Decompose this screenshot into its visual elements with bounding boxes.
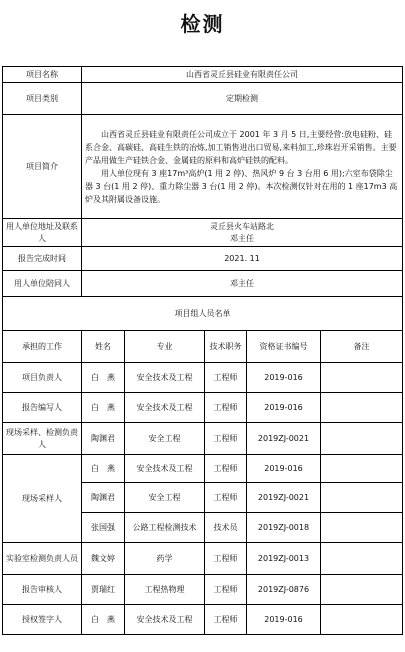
title-cell: 技术员 [205,513,247,543]
name-cell: 魏文婷 [82,543,125,575]
title-cell: 工程师 [205,575,247,605]
title-cell: 工程师 [205,605,247,635]
address-text: 灵丘县火车站路北 [210,221,275,231]
accompany-label: 用人单位陪同人 [3,271,82,297]
report-date-label: 报告完成时间 [3,247,82,271]
page-title: 检测 [180,12,225,36]
contact-text: 邓主任 [230,233,255,243]
intro-paragraph-1: 山西省灵丘县硅业有限责任公司成立于 2001 年 3 月 5 日,主要经营:放电硅粉、硅系合金、高碳硅、高硅生铁的冶炼,加工销售进出口贸易,来料加工,珍珠岩开采销售。主要产品用做生产硅铁合金、金属硅的原料和高炉硅铁的配料。 [85,129,397,165]
title-cell: 工程师 [205,483,247,513]
staff-section-title: 项目组人员名单 [3,297,403,331]
role-cell: 授权签字人 [3,605,82,635]
title-cell: 工程师 [205,543,247,575]
role-cell: 项目负责人 [3,363,82,393]
name-cell: 陶渊君 [82,423,125,455]
title-cell: 工程师 [205,363,247,393]
header-major: 专业 [125,331,205,363]
title-cell: 工程师 [205,423,247,455]
role-cell: 报告审核人 [3,575,82,605]
cert-cell: 2019ZJ-0876 [247,575,321,605]
title-cell: 工程师 [205,455,247,483]
cert-cell: 2019-016 [247,605,321,635]
header-cert: 资格证书编号 [247,331,321,363]
table-row [3,605,403,635]
cert-cell: 2019ZJ-0021 [247,423,321,455]
note-cell [321,363,403,393]
report-date-value: 2021. 11 [82,247,403,271]
table-row [3,455,403,483]
note-cell [321,455,403,483]
title-cell: 工程师 [205,393,247,423]
major-cell: 公路工程检测技术 [125,513,205,543]
project-type-label: 项目类别 [3,83,82,115]
table-row [3,575,403,605]
major-cell: 安全工程 [125,423,205,455]
cert-cell: 2019ZJ-0013 [247,543,321,575]
table-row [3,363,403,393]
intro-paragraph-2: 用人单位现有 3 座17m³高炉(1 用 2 停)、热风炉 9 台 3 台用 6 用);六室布袋除尘器 3 台(1 用 2 停)、重力除尘器 3 台(1 用 2 停)。本次检测仅针对在用的 1 座17m3 高炉及其附属设备设施。 [85,168,398,204]
address-label: 用人单位地址及联系人 [3,219,82,247]
accompany-value: 邓主任 [82,271,403,297]
table-row [3,393,403,423]
note-cell [321,423,403,455]
table-row [3,543,403,575]
project-type-value: 定期检测 [82,83,403,115]
table-row [3,423,403,455]
name-cell: 白 燕 [82,363,125,393]
name-cell: 白 燕 [82,605,125,635]
cert-cell: 2019ZJ-0021 [247,483,321,513]
header-name: 姓名 [82,331,125,363]
name-cell: 白 燕 [82,393,125,423]
name-cell: 张国强 [82,513,125,543]
project-name-value: 山西省灵丘县硅业有限责任公司 [82,67,403,83]
intro-text [82,115,403,219]
cert-cell: 2019-016 [247,393,321,423]
major-cell: 工程热物理 [125,575,205,605]
name-cell: 白 燕 [82,455,125,483]
note-cell [321,393,403,423]
major-cell: 安全技术及工程 [125,393,205,423]
note-cell [321,575,403,605]
note-cell [321,483,403,513]
role-cell: 实验室检测负责人员 [3,543,82,575]
note-cell [321,543,403,575]
note-cell [321,513,403,543]
project-name-label: 项目名称 [3,67,82,83]
header-role: 承担的工作 [3,331,82,363]
inspection-table [2,66,403,635]
major-cell: 安全技术及工程 [125,455,205,483]
major-cell: 安全技术及工程 [125,605,205,635]
intro-label: 项目简介 [3,115,82,219]
major-cell: 安全技术及工程 [125,363,205,393]
header-note: 备注 [321,331,403,363]
role-cell: 现场采样人 [3,455,82,543]
major-cell: 药学 [125,543,205,575]
cert-cell: 2019ZJ-0018 [247,513,321,543]
role-cell: 报告编写人 [3,393,82,423]
address-value [82,219,403,247]
name-cell: 陶渊君 [82,483,125,513]
note-cell [321,605,403,635]
major-cell: 安全工程 [125,483,205,513]
cert-cell: 2019-016 [247,363,321,393]
role-cell: 现场采样、检测负责人 [3,423,82,455]
cert-cell: 2019-016 [247,455,321,483]
header-title: 技术职务 [205,331,247,363]
name-cell: 贾瑞红 [82,575,125,605]
